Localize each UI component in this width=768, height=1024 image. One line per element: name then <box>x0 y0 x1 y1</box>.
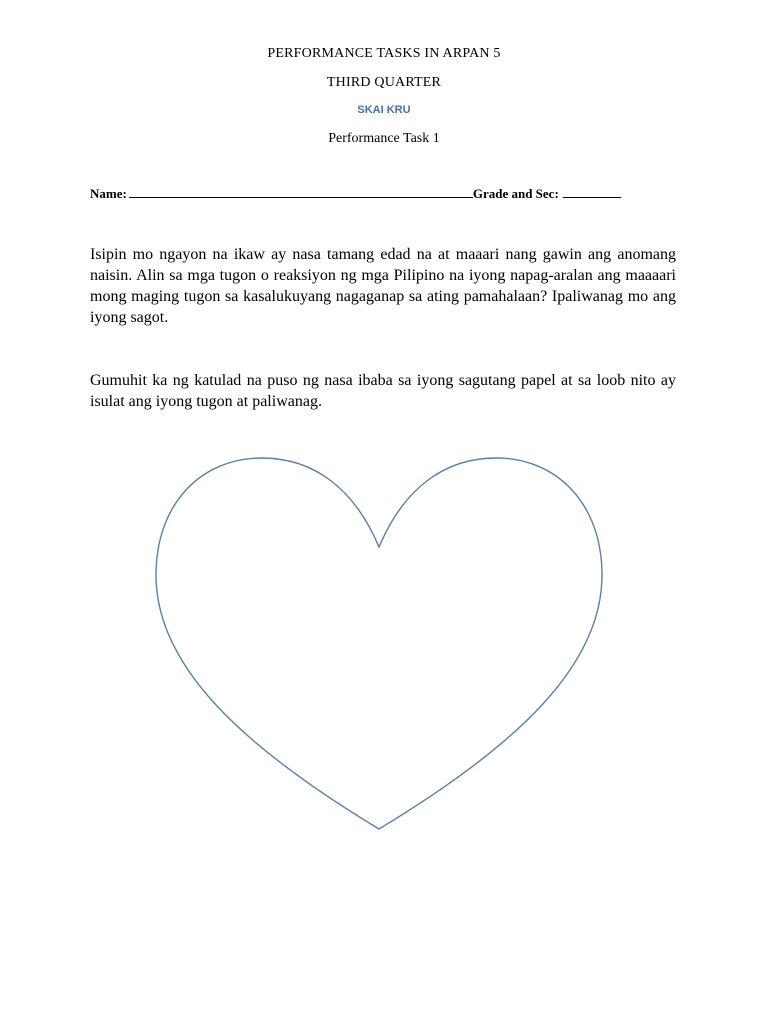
grade-blank[interactable] <box>563 186 621 198</box>
quarter-heading: THIRD QUARTER <box>326 75 442 90</box>
name-label: Name: <box>90 186 127 201</box>
instruction-paragraph-2: Gumuhit ka ng katulad na puso ng nasa ibaba sa iyong sagutang papel at sa loob nito ay isulat ang iyong tugon at paliwanag. <box>90 372 676 410</box>
brand-label: SKAI KRU <box>357 104 411 116</box>
grade-label: Grade and Sec: <box>472 186 559 201</box>
name-grade-line <box>90 186 690 202</box>
document-title: PERFORMANCE TASKS IN ARPAN 5 <box>267 46 501 61</box>
heart-outline-icon <box>150 450 610 840</box>
instruction-paragraph-1: Isipin mo ngayon na ikaw ay nasa tamang edad na at maaari nang gawin ang anomang naisin. Alin sa mga tugon o reaksiyon ng mga Pilipino na iyong napag-aralan ang maaaari mong maging tugon sa kasalukuyang nagaganap sa ating pamahalaan? Ipaliwanag mo ang iyong sagot. <box>90 246 676 326</box>
heart-shape <box>156 458 602 829</box>
name-blank[interactable] <box>129 186 473 198</box>
task-heading: Performance Task 1 <box>328 131 440 146</box>
